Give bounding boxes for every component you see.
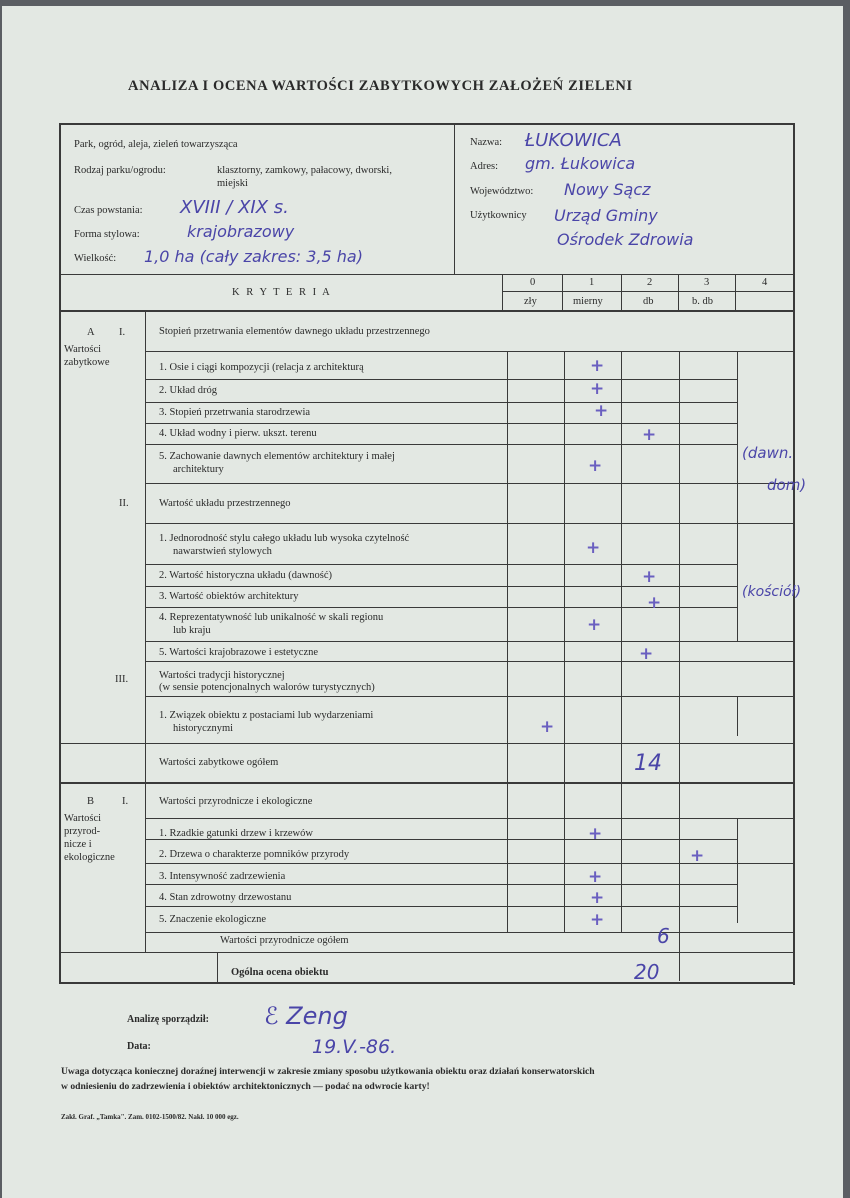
group-a2-title: Wartość układu przestrzennego xyxy=(159,498,291,509)
criterion-a2-4-cont: lub kraju xyxy=(173,625,211,636)
section-a-label-2: zabytkowe xyxy=(64,357,110,368)
mark-a1-3: + xyxy=(594,401,609,421)
mark-b1-4: + xyxy=(590,888,605,908)
scale-num-2: 2 xyxy=(647,277,653,288)
row-line xyxy=(145,379,737,380)
wielkosc-label: Wielkość: xyxy=(74,253,117,264)
table-right-border xyxy=(793,123,795,985)
criterion-a1-3: 3. Stopień przetrwania starodrzewia xyxy=(159,407,311,418)
scale-word-3: b. db xyxy=(692,296,713,307)
scale-word-2: db xyxy=(643,296,654,307)
total-b-label: Wartości przyrodnicze ogółem xyxy=(220,935,349,946)
nazwa-label: Nazwa: xyxy=(470,137,503,148)
mark-b1-3: + xyxy=(588,867,603,887)
mark-a1-2: + xyxy=(590,379,605,399)
grid-col-line xyxy=(621,351,622,933)
scale-num-1: 1 xyxy=(589,277,595,288)
scale-num-4: 4 xyxy=(762,277,768,288)
adres-value: gm. Łukowica xyxy=(525,154,636,173)
row-line xyxy=(145,483,795,484)
criterion-a2-1-cont: nawarstwień stylowych xyxy=(173,546,272,557)
row-line xyxy=(145,661,795,662)
park-label: Park, ogród, aleja, zieleń towarzysząca xyxy=(74,139,238,150)
scale-col-line xyxy=(678,274,679,311)
row-line xyxy=(145,523,795,524)
mark-a2-5: + xyxy=(639,644,654,664)
criteria-left-line xyxy=(145,310,146,952)
uzytkownicy-value-1: Urząd Gminy xyxy=(554,206,658,225)
rodzaj-options: klasztorny, zamkowy, pałacowy, dworski, xyxy=(217,165,392,176)
table-bottom-border xyxy=(59,982,795,984)
analiza-label: Analizę sporządził: xyxy=(127,1014,209,1025)
total-a-value: 14 xyxy=(634,751,662,776)
uzytkownicy-label: Użytkownicy xyxy=(470,210,527,221)
criterion-a1-5-cont: architektury xyxy=(173,464,224,475)
table-top-border xyxy=(59,123,795,125)
scale-col-line xyxy=(735,274,736,311)
adres-label: Adres: xyxy=(470,161,498,172)
czas-label: Czas powstania: xyxy=(74,205,143,216)
grid-col-line xyxy=(737,351,738,641)
scale-col-line xyxy=(502,274,503,311)
uwaga-line-1: Uwaga dotycząca koniecznej doraźnej interwencji w zakresie zmiany sposobu użytkowania obiektu oraz działań konserwatorskich xyxy=(61,1066,595,1077)
group-a3-title: Wartości tradycji historycznej xyxy=(159,670,285,681)
criterion-a1-1: 1. Osie i ciągi kompozycji (relacja z architekturą xyxy=(159,362,364,373)
uwaga-line-2: w odniesieniu do zadrzewienia i obiektów architektonicznych — podać na odwrocie karty! xyxy=(61,1081,430,1092)
forma-label: Forma stylowa: xyxy=(74,229,140,240)
row-line xyxy=(145,932,795,933)
scale-word-1: mierny xyxy=(573,296,603,307)
czas-value: XVIII / XIX s. xyxy=(180,197,289,218)
section-a-roman-1: I. xyxy=(119,327,126,338)
mark-a3-1: + xyxy=(540,717,555,737)
section-a-roman-3: III. xyxy=(115,674,129,685)
section-a-label-1: Wartości xyxy=(64,344,102,355)
header-bottom-line xyxy=(59,274,795,275)
criterion-a2-2: 2. Wartość historyczna układu (dawność) xyxy=(159,570,333,581)
row-line xyxy=(145,423,737,424)
scale-mid-line xyxy=(502,291,795,292)
mark-b1-5: + xyxy=(590,910,605,930)
row-line xyxy=(145,884,737,885)
printer-info: Zakł. Graf. „Tamka". Zam. 0102-1500/82. Nakł. 10 000 egz. xyxy=(61,1113,239,1121)
row-line xyxy=(145,351,795,352)
wojewodztwo-value: Nowy Sącz xyxy=(564,180,651,199)
page-title: ANALIZA I OCENA WARTOŚCI ZABYTKOWYCH ZAŁOŻEŃ ZIELENI xyxy=(128,78,633,94)
criterion-a1-4: 4. Układ wodny i pierw. ukszt. terenu xyxy=(159,428,317,439)
grid-col-line xyxy=(737,818,738,923)
criterion-b1-3: 3. Intensywność zadrzewienia xyxy=(159,871,286,882)
grid-col-line xyxy=(564,351,565,933)
group-a3-subtitle: (w sensie potencjonalnych walorów turystycznych) xyxy=(159,682,375,693)
mark-a2-4: + xyxy=(587,615,602,635)
section-b-letter: B xyxy=(87,796,95,807)
criterion-b1-5: 5. Znaczenie ekologiczne xyxy=(159,914,266,925)
mark-a1-4: + xyxy=(642,425,657,445)
nazwa-value: ŁUKOWICA xyxy=(525,130,622,151)
row-line xyxy=(145,641,795,642)
mark-b1-2: + xyxy=(690,846,705,866)
overall-value: 20 xyxy=(634,960,660,984)
criterion-b1-2: 2. Drzewa o charakterze pomników przyrody xyxy=(159,849,350,860)
mark-b1-1: + xyxy=(588,824,603,844)
criterion-a2-3: 3. Wartość obiektów architektury xyxy=(159,591,299,602)
criterion-a3-1: 1. Związek obiektu z postaciami lub wydarzeniami xyxy=(159,710,374,721)
criterion-a2-5: 5. Wartości krajobrazowe i estetyczne xyxy=(159,647,319,658)
overall-label: Ogólna ocena obiektu xyxy=(231,967,329,978)
total-a-label: Wartości zabytkowe ogółem xyxy=(159,757,279,768)
data-label: Data: xyxy=(127,1041,151,1052)
header-divider xyxy=(454,123,455,275)
margin-note-2: dom) xyxy=(767,476,807,494)
uzytkownicy-value-2: Ośrodek Zdrowia xyxy=(557,230,694,249)
mark-a1-5: + xyxy=(588,456,603,476)
row-line xyxy=(145,696,795,697)
section-b-label-2: przyrod- xyxy=(64,826,101,837)
group-b1-title: Wartości przyrodnicze i ekologiczne xyxy=(159,796,313,807)
section-a-letter: A xyxy=(87,327,95,338)
forma-value: krajobrazowy xyxy=(187,222,295,241)
table-left-border xyxy=(59,123,61,983)
scale-col-line xyxy=(621,274,622,311)
section-b-roman-1: I. xyxy=(122,796,129,807)
mark-a2-3: + xyxy=(647,593,662,613)
kryteria-bottom-line xyxy=(59,310,795,312)
row-line xyxy=(145,818,795,819)
scale-num-0: 0 xyxy=(530,277,536,288)
rodzaj-options-2: miejski xyxy=(217,178,248,189)
wojewodztwo-label: Województwo: xyxy=(470,186,534,197)
overall-left-line xyxy=(217,952,218,984)
grid-col-line xyxy=(507,351,508,933)
margin-note-3: (kościół) xyxy=(742,584,802,600)
criterion-b1-4: 4. Stan zdrowotny drzewostanu xyxy=(159,892,292,903)
section-b-label-1: Wartości xyxy=(64,813,102,824)
criterion-a2-1: 1. Jednorodność stylu całego układu lub wysoka czytelność xyxy=(159,533,410,544)
row-line xyxy=(145,402,737,403)
row-line xyxy=(59,952,795,953)
criterion-a3-1-cont: historycznymi xyxy=(173,723,234,734)
grid-col-line xyxy=(737,696,738,736)
mark-a2-2: + xyxy=(642,567,657,587)
section-b-label-4: ekologiczne xyxy=(64,852,115,863)
document-sheet xyxy=(2,6,843,1198)
data-value: 19.V.-86. xyxy=(312,1036,397,1058)
kryteria-label: K R Y T E R I A xyxy=(232,287,332,298)
total-b-value: 6 xyxy=(657,924,670,948)
mark-a2-1: + xyxy=(586,538,601,558)
row-line xyxy=(145,564,737,565)
rodzaj-label: Rodzaj parku/ogrodu: xyxy=(74,165,166,176)
scale-word-0: zły xyxy=(524,296,537,307)
criterion-a1-5: 5. Zachowanie dawnych elementów architektury i małej xyxy=(159,451,395,462)
section-b-top-line xyxy=(59,782,795,784)
section-a-roman-2: II. xyxy=(119,498,129,509)
grid-col-line xyxy=(679,351,680,981)
margin-note-1: (dawn. xyxy=(742,444,794,462)
criterion-a1-2: 2. Układ dróg xyxy=(159,385,218,396)
criterion-b1-1: 1. Rzadkie gatunki drzew i krzewów xyxy=(159,828,313,839)
criterion-a2-4: 4. Reprezentatywność lub unikalność w skali regionu xyxy=(159,612,384,623)
row-line xyxy=(145,906,737,907)
signature: ℰ Zeng xyxy=(264,1002,348,1030)
mark-a1-1: + xyxy=(590,356,605,376)
scale-col-line xyxy=(562,274,563,311)
section-b-label-3: nicze i xyxy=(64,839,92,850)
scale-num-3: 3 xyxy=(704,277,710,288)
row-line xyxy=(59,743,795,744)
wielkosc-value: 1,0 ha (cały zakres: 3,5 ha) xyxy=(144,247,363,266)
group-a1-title: Stopień przetrwania elementów dawnego układu przestrzennego xyxy=(159,326,430,337)
